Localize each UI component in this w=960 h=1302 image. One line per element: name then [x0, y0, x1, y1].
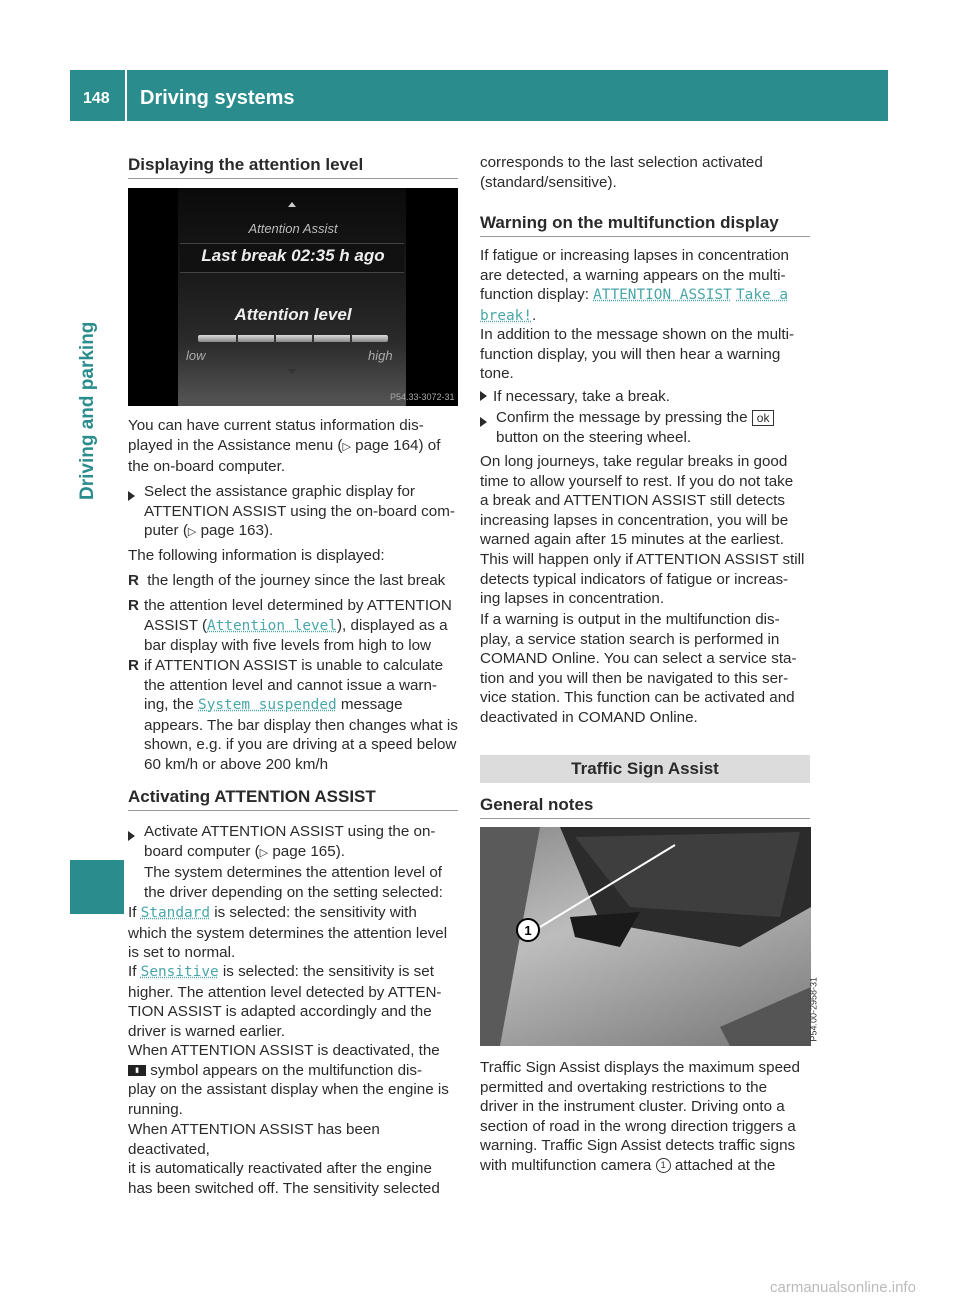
down-arrow-icon: [288, 369, 296, 374]
heading-rule: [480, 236, 810, 237]
bullet-system-suspended: R if ATTENTION ASSIST is unable to calculate the attention level and cannot issue a warn- ing, the System suspended message appears. The bar display then changes what is shown, e.g. if you are driving at a speed below 60 km/h or above 200 km/h: [128, 657, 458, 773]
bullet-icon: R: [128, 572, 139, 589]
watermark: carmanualsonline.info: [770, 1279, 916, 1296]
image-code: P54.33-3072-31: [390, 392, 455, 402]
car-image-code: P54.00-2958-31: [809, 977, 819, 1042]
heading-displaying-attention-level: Displaying the attention level: [128, 155, 364, 174]
paragraph-tone: In addition to the message shown on the multi- function display, you will then hear a warning tone.: [480, 326, 795, 383]
level-bar-tick: [312, 334, 314, 343]
level-bar-tick: [274, 334, 276, 343]
heading-rule: [480, 818, 810, 819]
display-title: Attention Assist: [248, 221, 338, 236]
sensitive-code: Sensitive: [140, 964, 219, 980]
section-title: Traffic Sign Assist: [571, 759, 719, 778]
low-label: low: [186, 348, 206, 363]
heading-general-notes: General notes: [480, 795, 594, 814]
heading-rule: [128, 178, 458, 179]
heading-warning-multifunction: Warning on the multifunction display: [480, 213, 779, 232]
paragraph-warning: If fatigue or increasing lapses in concentration are detected, a warning appears on the multi- function display: ATTENTION ASSIST Take a break!.: [480, 247, 789, 324]
break-code: break!: [480, 307, 532, 324]
paragraph-sensitive: If Sensitive is selected: the sensitivity is set higher. The attention level detected by ATTEN- TION ASSIST is adapted accordingly and the driver is warned earlier.: [128, 963, 442, 1040]
step-activate: Activate ATTENTION ASSIST using the on- board computer (▷ page 165). The system determines the attention level of the driver depending on the setting selected:: [128, 822, 462, 902]
attention-off-icon: ▮: [128, 1065, 146, 1076]
car-camera-image: [480, 827, 819, 1046]
attention-level-code: Attention level: [207, 617, 337, 634]
callout-number: 1: [524, 923, 532, 938]
bullet-icon: R: [128, 597, 139, 614]
paragraph-traffic-sign-assist: Traffic Sign Assist displays the maximum speed permitted and overtaking restrictions to the driver in the instrument cluster. Driving onto a section of road in the wrong direction triggers a warning. Traffic Sign Assist detects traffic signs with multifunction camera 1 attached at the: [480, 1059, 800, 1174]
attention-level-label: Attention level: [234, 305, 352, 324]
step-arrow-icon: [480, 417, 487, 427]
last-break-text: Last break 02:35 h ago: [201, 246, 385, 265]
paragraph-reactivated: When ATTENTION ASSIST has been deactivated, it is automatically reactivated after the engine has been switched off. The sensitivity selected: [128, 1121, 440, 1197]
level-bar-tick: [236, 334, 238, 343]
ok-key-icon: ok: [752, 410, 775, 426]
step-arrow-icon: [128, 491, 135, 501]
paragraph-deactivated: When ATTENTION ASSIST is deactivated, the ▮ symbol appears on the multifunction dis- play on the assistant display when the engine is running.: [128, 1042, 449, 1118]
paragraph-status-info: You can have current status information dis- played in the Assistance menu (▷ page 164) of the on-board computer.: [128, 417, 441, 476]
car-illustration: [480, 827, 811, 1046]
side-tab-label: Driving and parking: [77, 321, 98, 500]
level-bar-tick: [350, 334, 352, 343]
up-arrow-icon: [288, 202, 296, 207]
level-bar: [198, 335, 388, 342]
header-divider: [125, 70, 127, 121]
high-label: high: [368, 348, 393, 363]
attention-assist-code: ATTENTION ASSIST: [593, 287, 732, 304]
paragraph-service-station: If a warning is output in the multifunction dis- play, a service station search is performed in COMAND Online. You can select a service sta- tion and you will then be navigated to this ser- vice station. This function can be activated and deactivated in COMAND Online.: [480, 611, 797, 726]
step-select-display: Select the assistance graphic display for ATTENTION ASSIST using the on-board com- puter (▷ page 163).: [128, 482, 462, 543]
callout-1-icon: 1: [656, 1158, 671, 1173]
step-arrow-icon: [128, 831, 135, 841]
bullet-attention-level: R the attention level determined by ATTENTION ASSIST (Attention level), displayed as a bar display with five levels from high to low: [128, 597, 452, 655]
system-suspended-code: System suspended: [198, 697, 337, 714]
heading-activating-attention-assist: Activating ATTENTION ASSIST: [128, 787, 376, 806]
standard-code: Standard: [140, 905, 210, 921]
heading-rule: [128, 810, 458, 811]
side-tab-block: [70, 860, 124, 914]
page-number: 148: [83, 90, 110, 107]
bullet-journey-length: R the length of the journey since the last break: [128, 572, 446, 589]
header-title: Driving systems: [140, 87, 295, 109]
bullet-icon: R: [128, 657, 139, 674]
paragraph-long-journeys: On long journeys, take regular breaks in good time to allow yourself to rest. If you do not take a break and ATTENTION ASSIST still detects increasing lapses in concentration, you will be warned again after 15 minutes at the earliest. This will happen only if ATTENTION ASSIST still detects typical indicators of fatigue or increas- ing lapses in concentration.: [480, 453, 805, 608]
step-take-break: If necessary, take a break.: [480, 387, 814, 407]
paragraph-continued: corresponds to the last selection activated (standard/sensitive).: [480, 154, 763, 191]
paragraph-following-info: The following information is displayed:: [128, 547, 385, 564]
take-a-code: Take a: [736, 287, 788, 304]
step-confirm: Confirm the message by pressing the ok button on the steering wheel.: [480, 408, 814, 447]
attention-display-image: [128, 188, 458, 406]
step-arrow-icon: [480, 391, 487, 401]
paragraph-standard: If Standard is selected: the sensitivity with which the system determines the attention level is set to normal.: [128, 904, 448, 962]
